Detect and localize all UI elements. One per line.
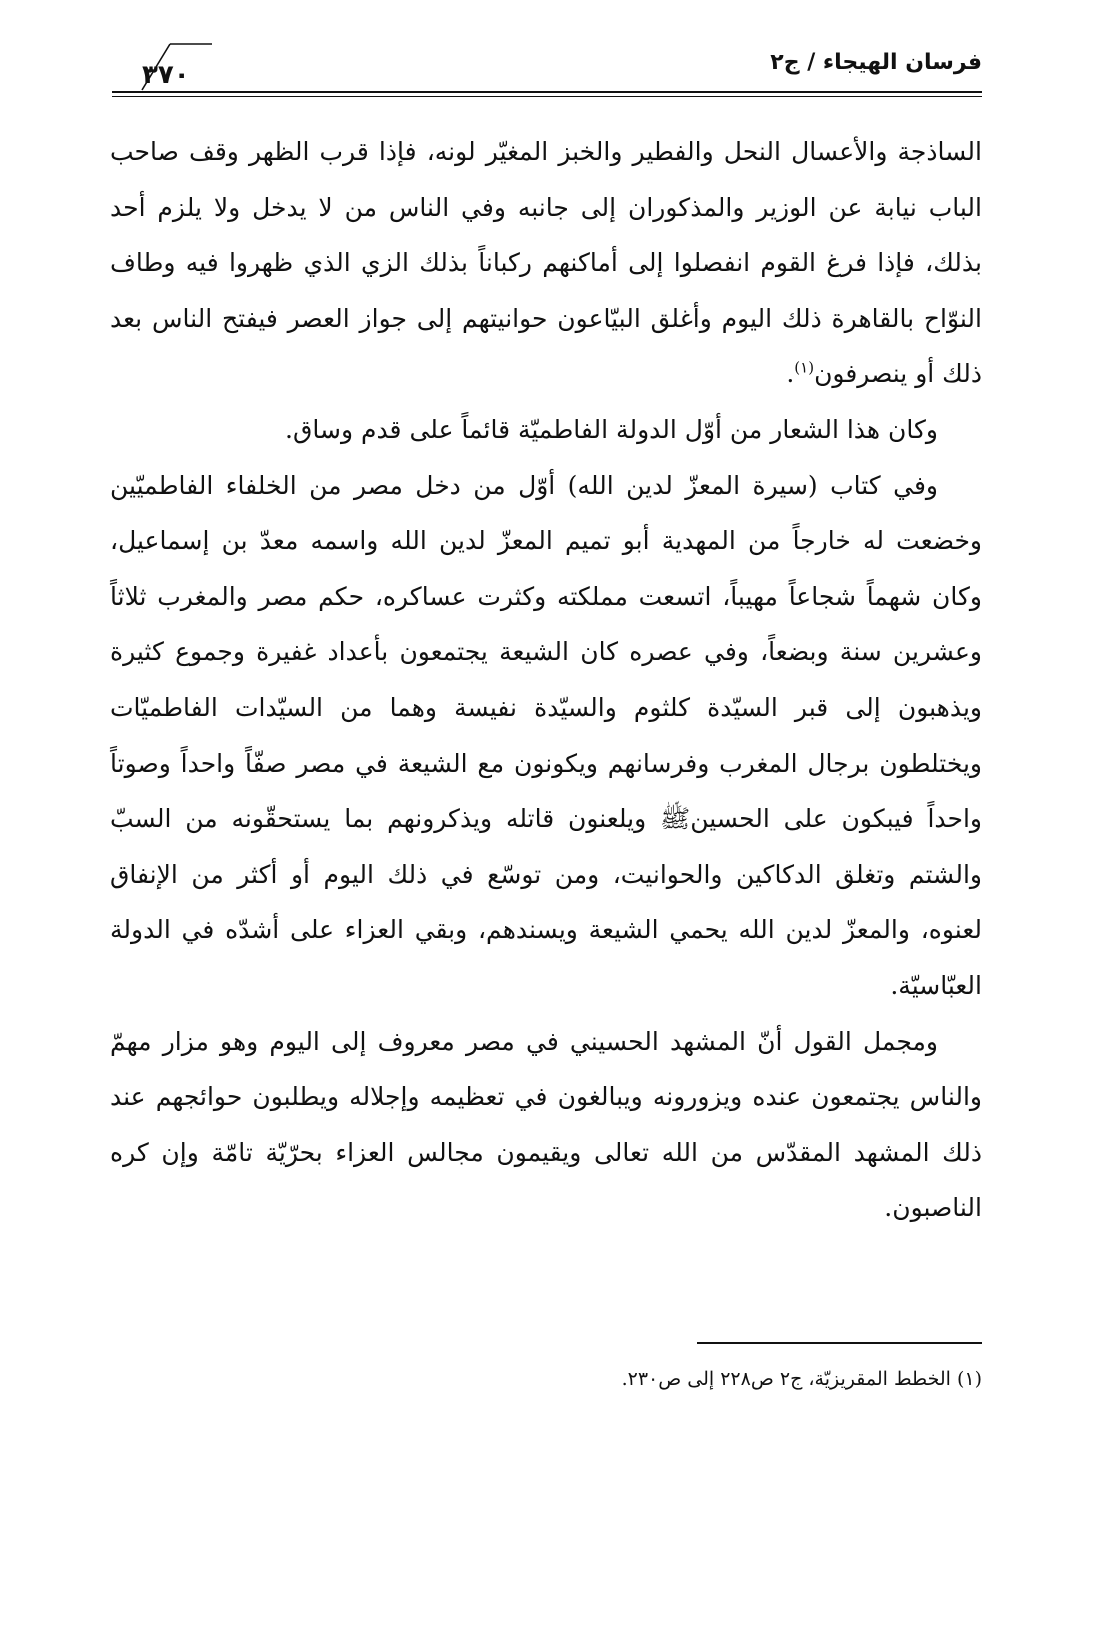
paragraph-2: وكان هذا الشعار من أوّل الدولة الفاطميّة قائماً على قدم وساق. xyxy=(285,414,938,444)
honorific-glyph: ﷺ xyxy=(660,804,691,834)
paragraph-3-text: وفي كتاب (سيرة المعزّ لدين الله) أوّل من دخل مصر من الخلفاء الفاطميّين وخضعت له خارجاً من المهدية أبو تميم المعزّ لدين الله واسمه معدّ بن إسماعيل، وكان شهماً شجاعاً مهيباً، اتسعت مملكته وكثرت عساكره، حكم مصر والمغرب ثلاثاً وعشرين سنة وبضعاً، وفي عصره كان الشيعة يجتمعون بأعداد غفيرة وجموع كثيرة ويذهبون إلى قبر السيّدة كلثوم والسيّدة نفيسة وهما من السيّدات الفاطميّات ويختلطون برجال المغرب وفرسانهم ويكونون مع الشيعة في مصر صفّاً واحداً وصوتاً واحداً فيبكون على الحسين xyxy=(110,470,982,834)
paragraph-1 xyxy=(110,124,982,402)
main-text xyxy=(110,124,982,1236)
footnote-1: (١) الخطط المقريزيّة، ج٢ ص٢٢٨ إلى ص٢٣٠. xyxy=(621,1368,982,1390)
footnote-separator xyxy=(697,1342,982,1344)
paragraph-4: ومجمل القول أنّ المشهد الحسيني في مصر معروف إلى اليوم وهو مزار مهمّ والناس يجتمعون عنده ويزورونه ويبالغون في تعظيمه وإجلاله ويطلبون حوائجهم عند ذلك المشهد المقدّس من الله تعالى ويقيمون مجالس العزاء بحرّيّة تامّة وإن كره الناصبون. xyxy=(110,1026,982,1223)
header-rule-thin xyxy=(112,96,982,97)
book-title: فرسان الهيجاء / ج٢ xyxy=(770,50,982,75)
paragraph-3 xyxy=(110,458,982,1014)
header-rule xyxy=(112,91,982,93)
page-number: ٣٧٠ xyxy=(142,60,190,90)
running-header xyxy=(112,40,982,100)
paragraph-1-end: . xyxy=(786,359,795,389)
paragraph-3-rest: ويلعنون قاتله ويذكرونهم بما يستحقّونه من السبّ والشتم وتغلق الدكاكين والحوانيت، ومن توسّع في ذلك اليوم أو أكثر من الإنفاق لعنوه، والمعزّ لدين الله يحمي الشيعة ويسندهم، وبقي العزاء على أشدّه في الدولة العبّاسيّة. xyxy=(110,804,982,1000)
footnote-reference[interactable]: (١) xyxy=(794,359,815,378)
paragraph-1-text: الساذجة والأعسال النحل والفطير والخبز المغيّر لونه، فإذا قرب الظهر وقف صاحب الباب نيابة عن الوزير والمذكوران إلى جانبه وفي الناس من لا يدخل ولا يلزم أحد بذلك، فإذا فرغ القوم انفصلوا إلى أماكنهم ركباناً بذلك الزي الذي ظهروا فيه وطاف النوّاح بالقاهرة ذلك اليوم وأغلق البيّاعون حوانيتهم إلى جواز العصر فيفتح الناس بعد ذلك أو ينصرفون xyxy=(110,137,982,389)
